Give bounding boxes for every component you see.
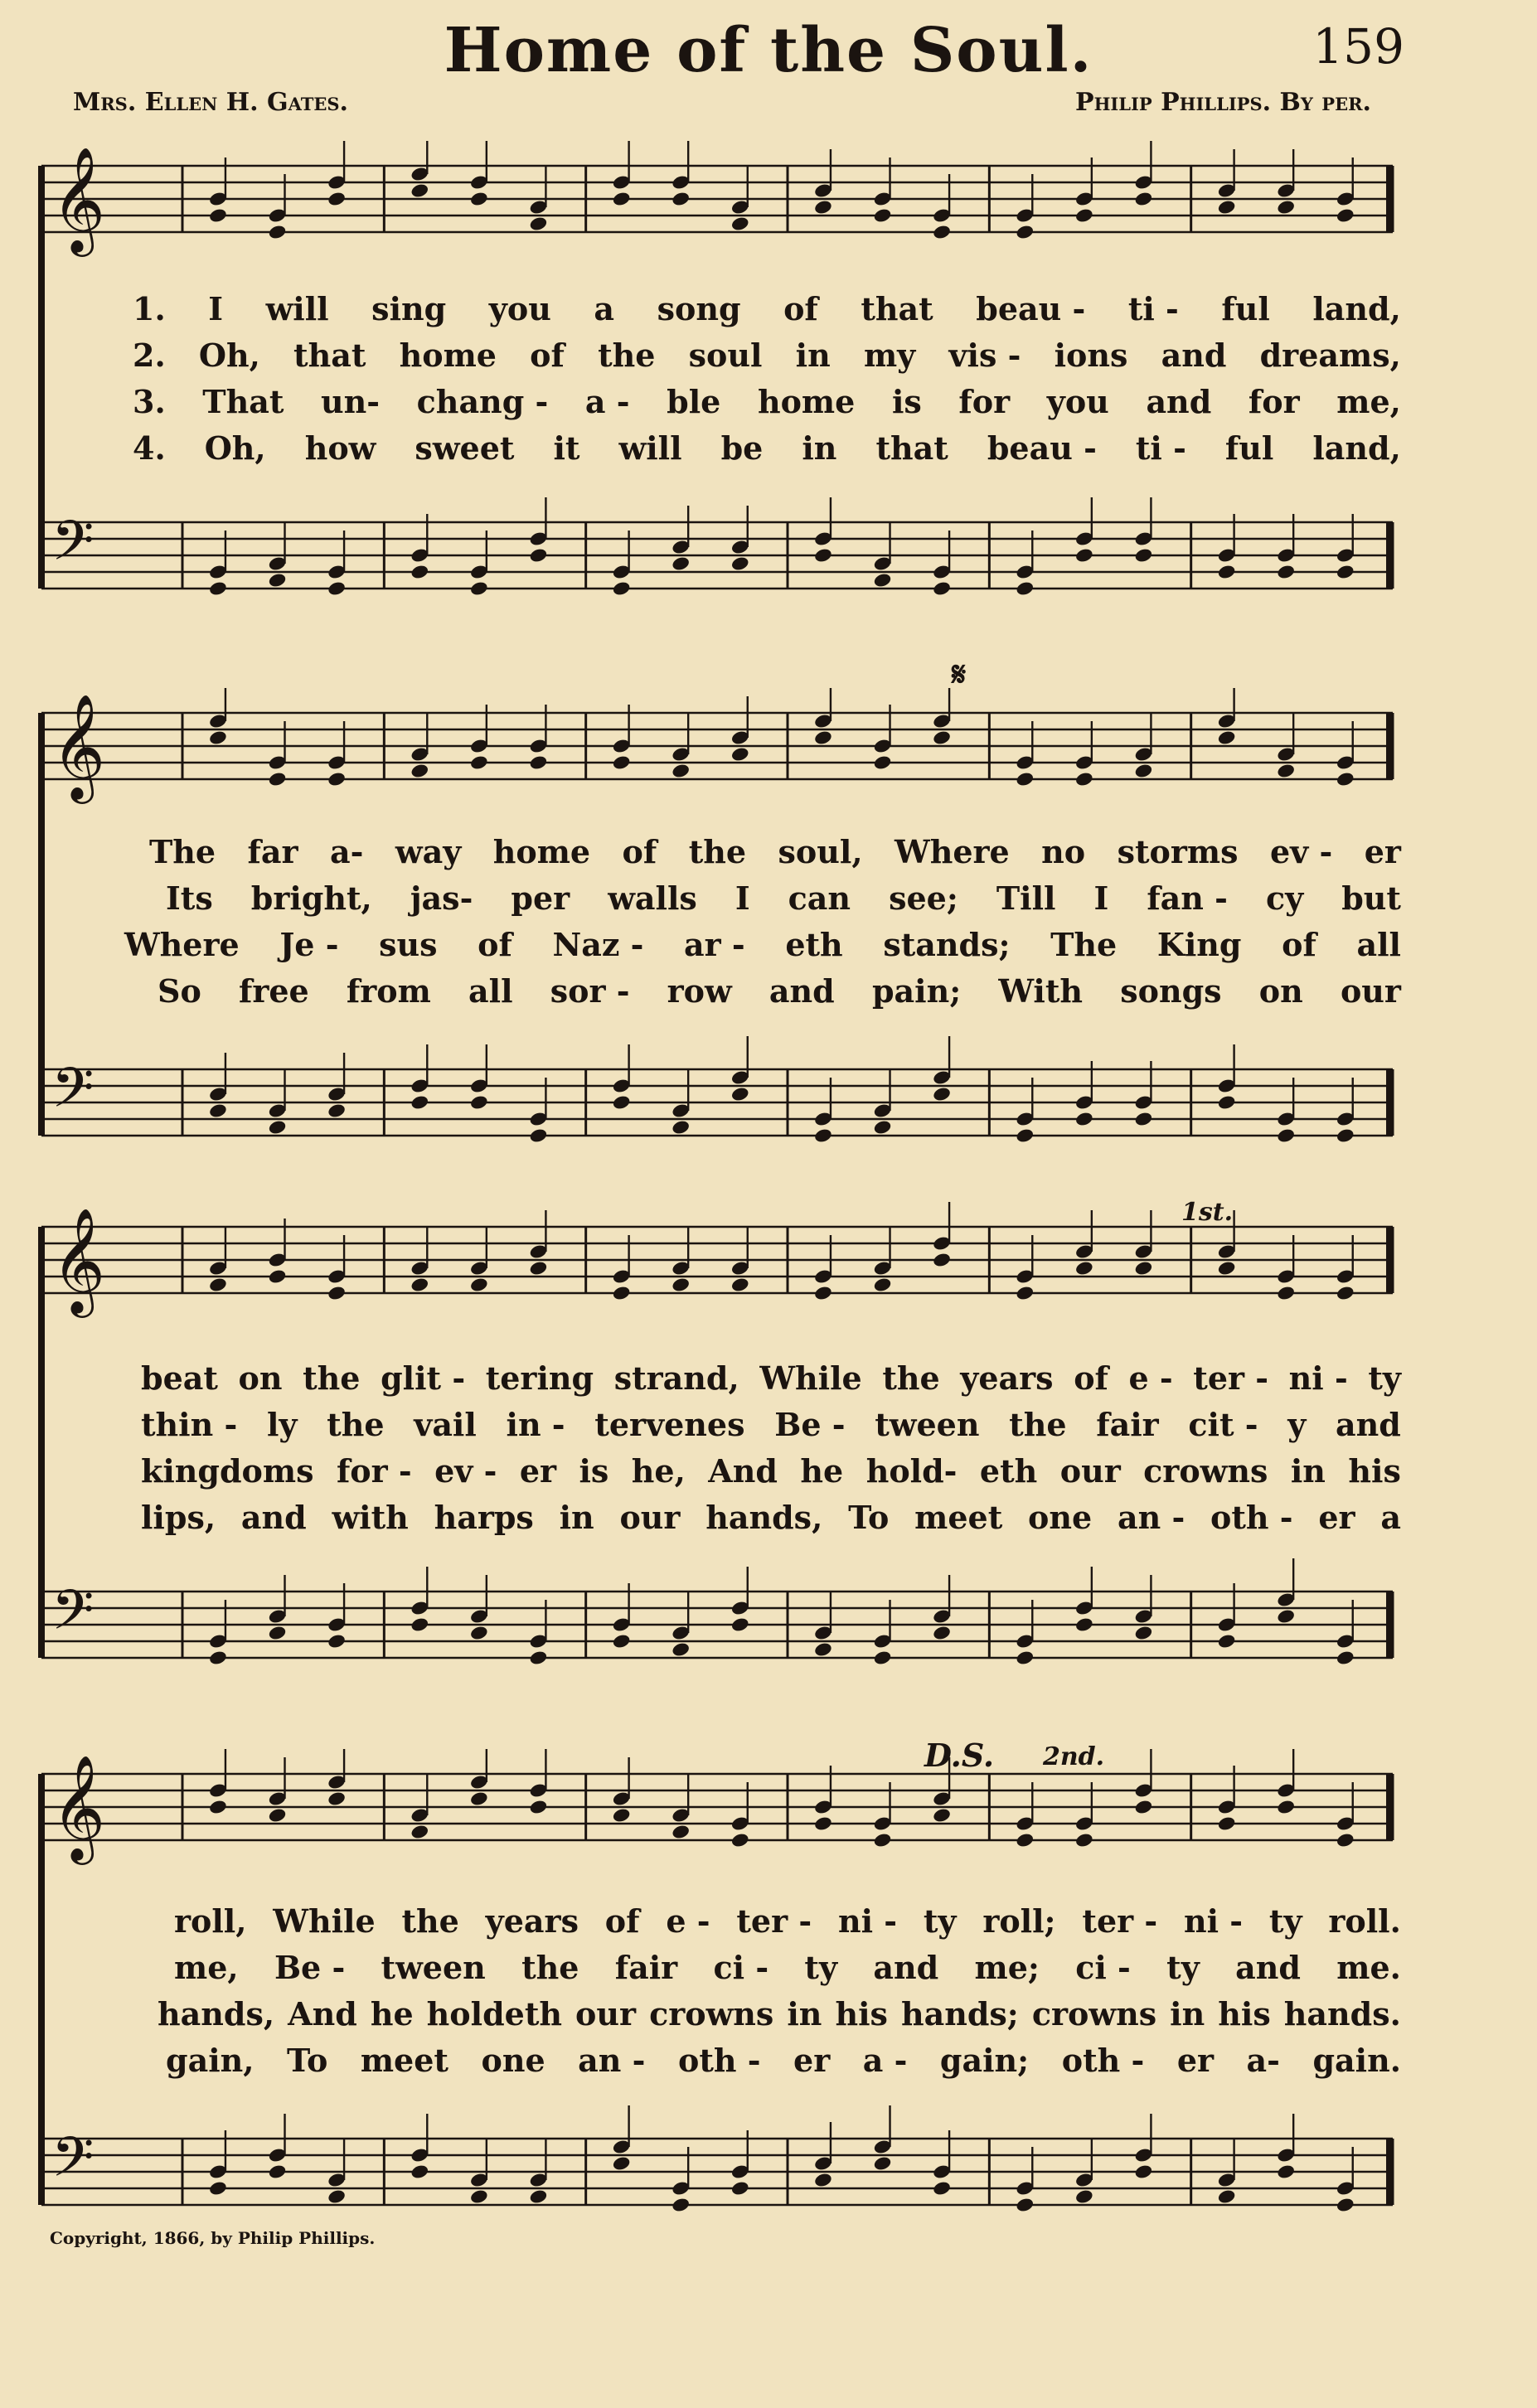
lyric-syllable: roll; <box>982 1902 1056 1940</box>
lyric-syllable: his <box>1218 1995 1271 2033</box>
lyric-syllable: years <box>485 1902 579 1940</box>
lyric-syllable: And <box>288 1995 357 2033</box>
lyric-syllable: ions <box>1054 337 1128 374</box>
lyric-syllable: Be - <box>774 1406 846 1443</box>
lyric-syllable: of <box>1282 926 1316 963</box>
segno-sign: 𝄋 <box>952 655 967 694</box>
lyric-syllable: will <box>265 290 329 327</box>
lyric-syllable: gain, <box>166 2042 255 2079</box>
lyric-syllable: beat <box>141 1359 218 1397</box>
composer-credit: Philip Phillips. By per. <box>1075 88 1371 117</box>
lyric-syllable: The <box>149 833 216 870</box>
lyric-syllable: King <box>1156 926 1242 963</box>
lyric-syllable: ci - <box>713 1949 769 1986</box>
lyric-syllable: To <box>848 1499 890 1536</box>
lyric-syllable: that <box>861 290 933 327</box>
lyric-syllable: hold- <box>865 1452 958 1490</box>
note-group <box>182 1749 1393 1848</box>
lyric-syllable: is <box>891 383 922 420</box>
lyric-syllable: the <box>401 1902 459 1940</box>
copyright-notice: Copyright, 1866, by Philip Phillips. <box>50 2228 376 2248</box>
lyric-syllable: er <box>793 2042 831 2079</box>
final-bar <box>1386 713 1393 779</box>
lyric-syllable: and <box>768 972 835 1010</box>
treble-clef-icon: 𝄞 <box>51 146 106 252</box>
lyric-syllable: walls <box>608 879 697 917</box>
lyric-syllable: for <box>958 383 1011 420</box>
note-group <box>182 2105 1393 2213</box>
lyric-syllable: on <box>1258 972 1303 1010</box>
lyric-syllable: of <box>1074 1359 1108 1397</box>
first-ending-label: 1st. <box>1181 1198 1234 1227</box>
verse-line <box>33 337 1401 380</box>
lyric-syllable: that <box>293 337 366 374</box>
verse-line <box>33 383 1401 426</box>
lyric-syllable: and <box>240 1499 307 1536</box>
lyric-syllable: So <box>158 972 201 1010</box>
lyric-syllable: tween <box>381 1949 486 1986</box>
dal-segno-label: D.S. <box>924 1737 995 1774</box>
lyric-syllable: hands; <box>900 1995 1019 2033</box>
lyric-syllable: see; <box>889 879 958 917</box>
lyric-syllable: crowns <box>649 1995 774 2033</box>
lyric-syllable: e - <box>1128 1359 1173 1397</box>
lyric-syllable: hands. <box>1283 1995 1401 2033</box>
final-bar <box>1386 522 1393 589</box>
lyric-syllable: in <box>802 429 837 467</box>
lyric-syllable: y <box>1287 1406 1307 1443</box>
lyric-syllable: storms <box>1117 833 1239 870</box>
lyric-syllable: be <box>720 429 764 467</box>
lyric-syllable: kingdoms <box>141 1452 314 1490</box>
lyric-syllable: ev - <box>1269 833 1333 870</box>
music-system-3 <box>33 1202 1401 1691</box>
lyric-syllable: in <box>559 1499 594 1536</box>
lyric-syllable: home <box>757 383 856 420</box>
verse-line <box>33 972 1401 1015</box>
lyric-syllable: ni - <box>837 1902 898 1940</box>
lyric-syllable: row <box>667 972 732 1010</box>
verse-line <box>33 429 1401 472</box>
lyric-syllable: the <box>1009 1406 1067 1443</box>
treble-clef-icon: 𝄞 <box>51 693 106 799</box>
lyric-syllable: ful <box>1221 290 1270 327</box>
lyric-syllable: oth - <box>677 2042 761 2079</box>
lyric-syllable: our <box>619 1499 681 1536</box>
lyric-syllable: me, <box>1336 383 1401 420</box>
verse-line <box>33 1902 1401 1945</box>
lyric-syllable: 1. <box>133 290 166 327</box>
lyric-syllable: Oh, <box>198 337 260 374</box>
page-number: 159 <box>1312 18 1404 75</box>
lyric-syllable: fan - <box>1147 879 1228 917</box>
lyric-syllable: stands; <box>883 926 1011 963</box>
lyric-syllable: Till <box>996 879 1056 917</box>
lyric-syllable: With <box>998 972 1084 1010</box>
lyric-syllable: that <box>875 429 948 467</box>
lyric-syllable: the <box>598 337 656 374</box>
lyric-syllable: our <box>1059 1452 1121 1490</box>
bass-clef-icon: 𝄢 <box>51 1578 95 1655</box>
lyric-syllable: ter - <box>1082 1902 1158 1940</box>
verse-line <box>33 879 1401 923</box>
lyric-syllable: it <box>553 429 580 467</box>
lyric-syllable: er <box>519 1452 557 1490</box>
lyric-syllable: That <box>202 383 284 420</box>
lyric-syllable: Je - <box>279 926 339 963</box>
lyric-syllable: roll, <box>174 1902 247 1940</box>
lyric-syllable: for - <box>336 1452 412 1490</box>
lyric-syllable: Be - <box>274 1949 346 1986</box>
lyric-syllable: years <box>960 1359 1054 1397</box>
lyric-syllable: lips, <box>141 1499 216 1536</box>
bass-clef-icon: 𝄢 <box>51 1056 95 1133</box>
lyric-syllable: of <box>530 337 565 374</box>
lyric-syllable: ly <box>266 1406 298 1443</box>
lyric-syllable: he, <box>631 1452 686 1490</box>
lyric-syllable: a- <box>1246 2042 1280 2079</box>
lyric-syllable: far <box>247 833 298 870</box>
lyric-syllable: all <box>468 972 513 1010</box>
lyric-syllable: ble <box>667 383 721 420</box>
lyric-syllable: soul, <box>778 833 863 870</box>
lyric-syllable: oth - <box>1210 1499 1293 1536</box>
lyric-syllable: sing <box>371 290 447 327</box>
lyric-syllable: all <box>1356 926 1401 963</box>
lyric-syllable: ar - <box>684 926 745 963</box>
verse-line <box>33 1949 1401 1992</box>
lyric-syllable: While <box>759 1359 862 1397</box>
lyric-syllable: sus <box>379 926 438 963</box>
note-group <box>182 497 1393 597</box>
lyric-syllable: a- <box>330 833 364 870</box>
lyric-syllable: on <box>238 1359 283 1397</box>
lyric-syllable: beau - <box>987 429 1097 467</box>
lyric-syllable: of <box>783 290 818 327</box>
lyric-syllable: er <box>1176 2042 1215 2079</box>
lyric-syllable: un- <box>321 383 381 420</box>
lyric-syllable: of <box>622 833 657 870</box>
lyric-syllable: he <box>370 1995 414 2033</box>
lyric-syllable: meet <box>360 2042 448 2079</box>
final-bar <box>1386 166 1393 232</box>
lyric-syllable: eth <box>785 926 843 963</box>
lyric-syllable: crowns <box>1031 1995 1157 2033</box>
lyric-syllable: bright, <box>250 879 372 917</box>
verse-line <box>33 1995 1401 2038</box>
lyric-syllable: er <box>1364 833 1401 870</box>
lyric-syllable: 2. <box>133 337 166 374</box>
lyric-syllable: e - <box>666 1902 710 1940</box>
treble-clef-icon: 𝄞 <box>51 1754 106 1860</box>
lyric-syllable: how <box>304 429 376 467</box>
lyric-syllable: fair <box>1096 1406 1159 1443</box>
lyric-syllable: his <box>835 1995 888 2033</box>
lyric-syllable: one <box>1028 1499 1093 1536</box>
lyric-syllable: home <box>492 833 591 870</box>
lyric-syllable: tering <box>485 1359 594 1397</box>
final-bar <box>1386 1227 1393 1293</box>
lyric-syllable: the <box>303 1359 361 1397</box>
lyric-syllable: free <box>238 972 309 1010</box>
lyric-syllable: cit - <box>1188 1406 1258 1443</box>
bass-clef-icon: 𝄢 <box>51 2125 95 2202</box>
lyric-syllable: The <box>1050 926 1118 963</box>
lyric-syllable: a - <box>862 2042 908 2079</box>
lyric-syllable: ter - <box>1193 1359 1269 1397</box>
lyric-syllable: but <box>1341 879 1401 917</box>
final-bar <box>1386 1774 1393 1840</box>
lyric-syllable: his <box>1348 1452 1401 1490</box>
lyric-syllable: ty <box>923 1902 957 1940</box>
lyric-syllable: oth - <box>1061 2042 1145 2079</box>
lyric-syllable: I <box>1093 879 1109 917</box>
lyric-syllable: in <box>787 1995 822 2033</box>
lyric-syllable: land, <box>1312 290 1401 327</box>
lyric-syllable: my <box>863 337 916 374</box>
lyric-syllable: Where <box>895 833 1010 870</box>
lyric-syllable: is <box>579 1452 609 1490</box>
verse-line <box>33 926 1401 969</box>
final-bar <box>1386 2139 1393 2205</box>
lyric-syllable: tween <box>875 1406 980 1443</box>
lyric-syllable: ci - <box>1075 1949 1131 1986</box>
lyric-syllable: ter - <box>736 1902 812 1940</box>
lyric-syllable: per <box>511 879 570 917</box>
lyric-syllable: and <box>1146 383 1212 420</box>
lyric-syllable: for <box>1248 383 1300 420</box>
lyric-syllable: our <box>575 1995 637 2033</box>
lyric-syllable: pain; <box>871 972 962 1010</box>
author-credit: Mrs. Ellen H. Gates. <box>73 88 348 117</box>
music-system-1 <box>33 141 1401 613</box>
lyric-syllable: thin - <box>141 1406 238 1443</box>
lyric-syllable: ti - <box>1127 290 1179 327</box>
lyric-syllable: ni - <box>1184 1902 1244 1940</box>
lyric-syllable: ev - <box>434 1452 497 1490</box>
verse-line <box>33 290 1401 333</box>
lyric-syllable: the <box>327 1406 385 1443</box>
lyric-syllable: you <box>488 290 551 327</box>
lyric-syllable: beau - <box>976 290 1086 327</box>
lyric-syllable: ty <box>1166 1949 1200 1986</box>
lyric-syllable: Its <box>166 879 213 917</box>
lyric-syllable: will <box>618 429 682 467</box>
lyric-syllable: a <box>594 290 615 327</box>
lyric-syllable: me. <box>1336 1949 1401 1986</box>
treble-clef-icon: 𝄞 <box>51 1207 106 1313</box>
lyric-syllable: sweet <box>415 429 515 467</box>
final-bar <box>1386 1592 1393 1658</box>
lyric-syllable: way <box>395 833 462 870</box>
lyric-syllable: of <box>478 926 512 963</box>
lyric-syllable: fair <box>614 1949 678 1986</box>
lyric-syllable: chang - <box>416 383 549 420</box>
lyric-syllable: hands, <box>158 1995 275 2033</box>
lyric-syllable: songs <box>1120 972 1222 1010</box>
lyric-syllable: you <box>1046 383 1109 420</box>
lyric-syllable: and <box>873 1949 939 1986</box>
lyric-syllable: an - <box>578 2042 646 2079</box>
music-system-4 <box>33 1749 1401 2230</box>
lyric-syllable: Oh, <box>204 429 266 467</box>
lyric-syllable: ful <box>1224 429 1274 467</box>
lyric-syllable: home <box>399 337 497 374</box>
bass-clef-icon: 𝄢 <box>51 509 95 586</box>
lyric-syllable: ni - <box>1288 1359 1348 1397</box>
lyric-syllable: glit - <box>381 1359 466 1397</box>
lyric-syllable: song <box>657 290 741 327</box>
lyric-syllable: with <box>332 1499 409 1536</box>
lyric-syllable: tervenes <box>594 1406 745 1443</box>
lyric-syllable: strand, <box>613 1359 739 1397</box>
lyric-syllable: harps <box>434 1499 534 1536</box>
note-group <box>182 1036 1393 1144</box>
lyric-syllable: a <box>1380 1499 1401 1536</box>
lyric-syllable: me; <box>974 1949 1040 1986</box>
lyric-syllable: Naz - <box>552 926 644 963</box>
note-group <box>182 1202 1393 1301</box>
lyric-syllable: er <box>1318 1499 1355 1536</box>
lyric-syllable: roll. <box>1328 1902 1401 1940</box>
lyric-syllable: from <box>346 972 431 1010</box>
hymn-title: Home of the Soul. <box>444 15 1093 86</box>
lyric-syllable: land, <box>1312 429 1401 467</box>
lyric-syllable: he <box>800 1452 844 1490</box>
lyric-syllable: me, <box>174 1949 239 1986</box>
lyric-syllable: soul <box>688 337 763 374</box>
lyric-syllable: ti - <box>1135 429 1186 467</box>
lyric-syllable: vail <box>414 1406 477 1443</box>
lyric-syllable: sor - <box>550 972 630 1010</box>
lyric-syllable: I <box>735 879 750 917</box>
lyric-syllable: a - <box>584 383 630 420</box>
lyric-syllable: holdeth <box>426 1995 563 2033</box>
lyric-syllable: can <box>788 879 851 917</box>
lyric-syllable: eth <box>979 1452 1038 1490</box>
lyric-syllable: 4. <box>133 429 166 467</box>
note-group <box>182 1558 1393 1666</box>
lyric-syllable: in <box>795 337 831 374</box>
note-group <box>182 141 1393 240</box>
lyric-syllable: dreams, <box>1259 337 1401 374</box>
lyric-syllable: gain; <box>939 2042 1030 2079</box>
verse-line <box>33 1499 1401 1542</box>
lyric-syllable: and <box>1336 1406 1401 1443</box>
lyric-syllable: and <box>1235 1949 1301 1986</box>
lyric-syllable: vis - <box>948 337 1021 374</box>
note-group <box>182 688 1393 787</box>
verse-line <box>33 2042 1401 2085</box>
verse-line <box>33 833 1401 876</box>
lyric-syllable: an - <box>1117 1499 1185 1536</box>
verse-line <box>33 1359 1401 1403</box>
lyric-syllable: crowns <box>1143 1452 1268 1490</box>
lyric-syllable: ty <box>1368 1359 1401 1397</box>
lyric-syllable: gain. <box>1312 2042 1401 2079</box>
lyric-syllable: And <box>708 1452 778 1490</box>
lyric-syllable: the <box>521 1949 579 1986</box>
lyric-syllable: the <box>882 1359 940 1397</box>
lyric-syllable: the <box>688 833 747 870</box>
lyric-syllable: I <box>208 290 224 327</box>
lyric-syllable: our <box>1340 972 1401 1010</box>
lyric-syllable: ty <box>804 1949 838 1986</box>
second-ending-label: 2nd. <box>1043 1742 1105 1771</box>
lyric-syllable: ty <box>1268 1902 1302 1940</box>
verse-line <box>33 1452 1401 1495</box>
lyric-syllable: no <box>1041 833 1086 870</box>
lyric-syllable: and <box>1161 337 1227 374</box>
lyric-syllable: one <box>481 2042 545 2079</box>
music-system-2 <box>33 688 1401 1152</box>
lyric-syllable: To <box>287 2042 328 2079</box>
lyric-syllable: in <box>1170 1995 1205 2033</box>
lyric-syllable: meet <box>914 1499 1003 1536</box>
lyric-syllable: jas- <box>410 879 473 917</box>
lyric-syllable: hands, <box>705 1499 823 1536</box>
verse-line <box>33 1406 1401 1449</box>
lyric-syllable: cy <box>1265 879 1304 917</box>
lyric-syllable: in <box>1290 1452 1326 1490</box>
lyric-syllable: While <box>273 1902 376 1940</box>
lyric-syllable: Where <box>124 926 240 963</box>
lyric-syllable: of <box>604 1902 640 1940</box>
lyric-syllable: 3. <box>133 383 166 420</box>
final-bar <box>1386 1069 1393 1136</box>
lyric-syllable: in - <box>506 1406 565 1443</box>
